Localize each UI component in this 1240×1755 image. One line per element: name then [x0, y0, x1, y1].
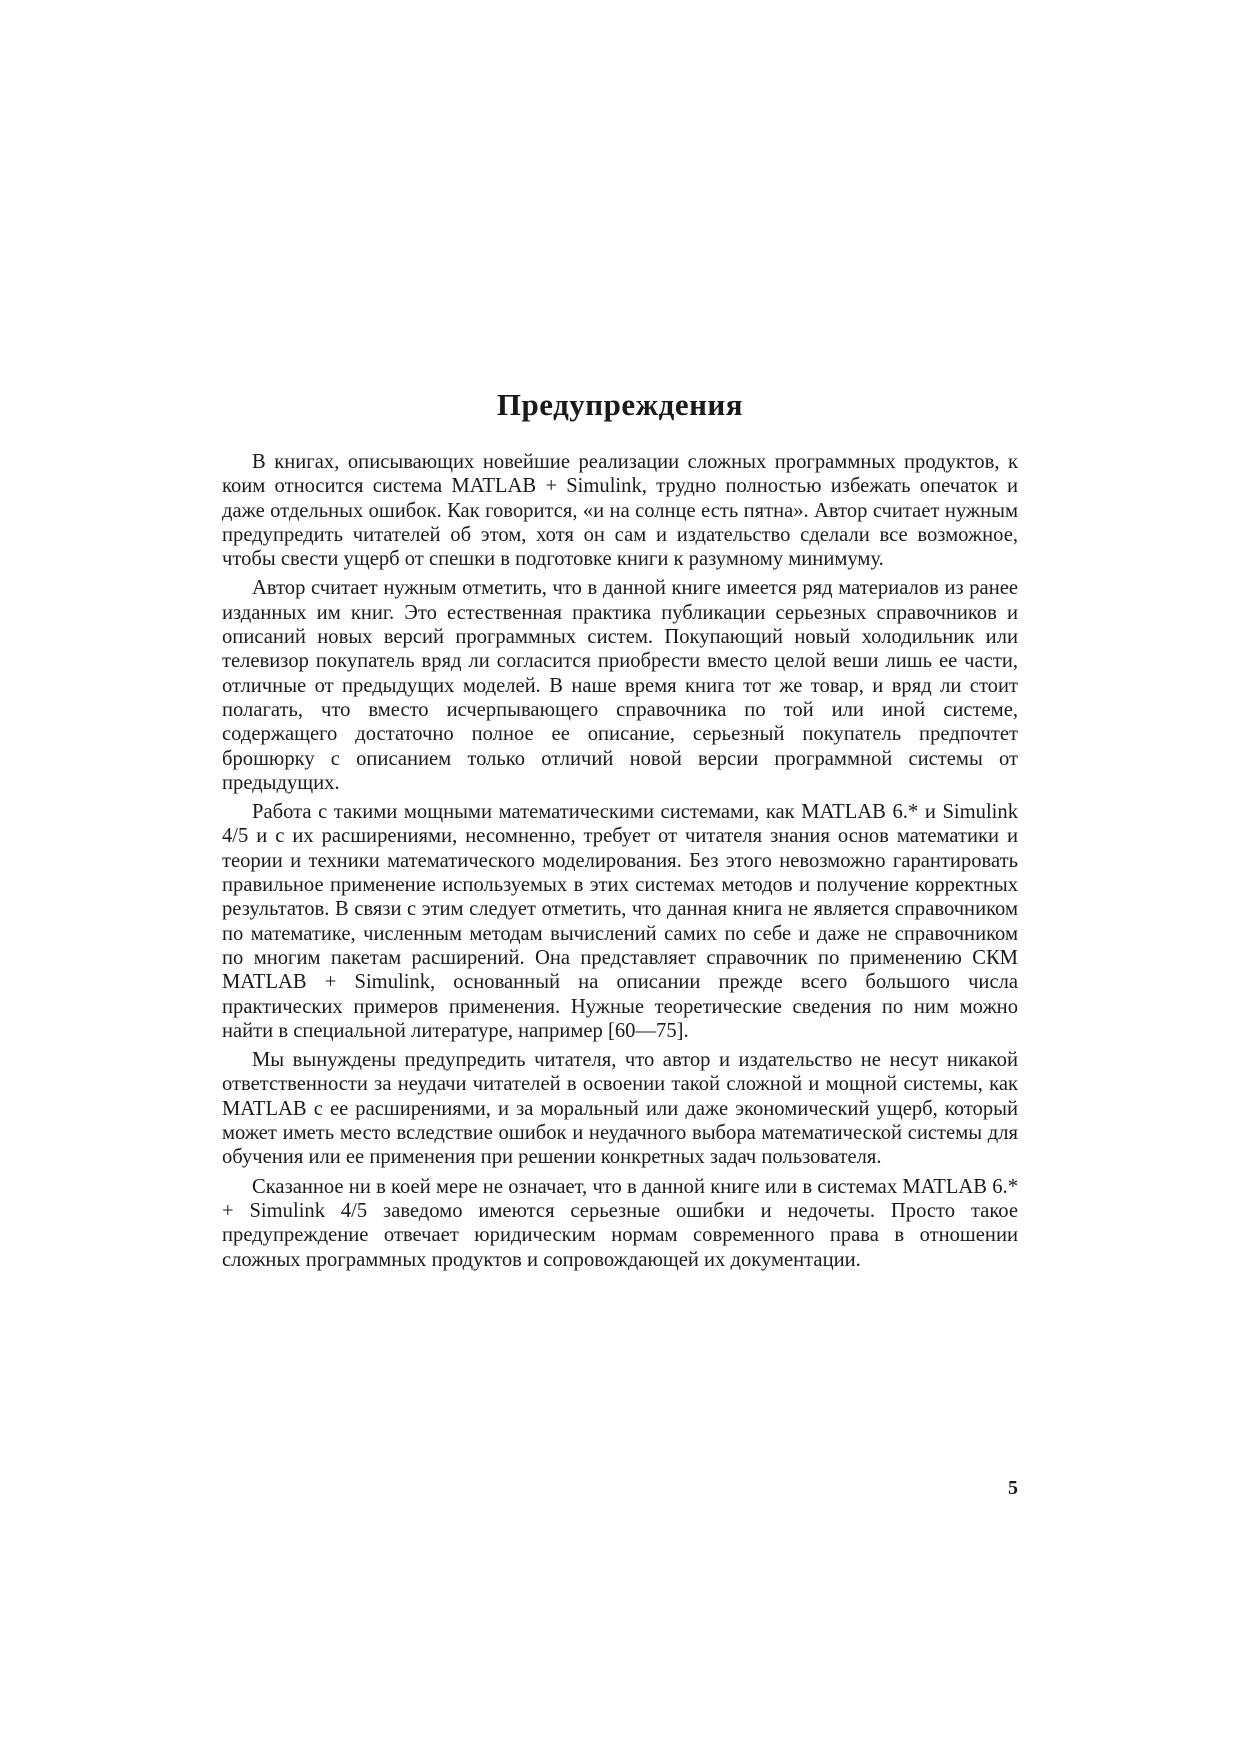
page-number: 5 [1008, 1477, 1018, 1499]
paragraph-reused-materials: Автор считает нужным отметить, что в данной книге имеется ряд материалов из ранее изданных им книг. Это естественная практика публикации серьезных справочников и описаний новых версий программных систем. Покупающий новый холодильник или телевизор покупатель вряд ли согласится приобрести вместо целой веши лишь ее части, отличные от предыдущих моделей. В наше время книга тот же товар, и вряд ли стоит полагать, что вместо исчерпывающего справочника по той или иной системе, содержащего достаточно полное ее описание, серьезный покупатель предпочтет брошюрку с описанием только отличий новой версии программной системы от предыдущих. [222, 577, 1018, 794]
body-text [222, 450, 1018, 1277]
paragraph-legal-note: Сказанное ни в коей мере не означает, что в данной книге или в системах MATLAB 6.* + Simulink 4/5 заведомо имеются серьезные ошибки и недочеты. Просто такое предупреждение отвечает юридическим нормам современного права в отношении сложных программных продуктов и сопровождающей их документации. [222, 1175, 1018, 1271]
page-title: Предупреждения [496, 387, 744, 422]
paragraph-typos-warning: В книгах, описывающих новейшие реализации сложных программных продуктов, к коим относится система MATLAB + Simulink, трудно полностью избежать опечаток и даже отдельных ошибок. Как говорится, «и на солнце есть пятна». Автор считает нужным предупредить читателей об этом, хотя он сам и издательство сделали все возможное, чтобы свести ущерб от спешки в подготовке книги к разумному минимуму. [222, 451, 1018, 571]
paragraph-required-knowledge: Работа с такими мощными математическими системами, как MATLAB 6.* и Simulink 4/5 и с их расширениями, несомненно, требует от читателя знания основ математики и теории и техники математического моделирования. Без этого невозможно гарантировать правильное применение используемых в этих системах методов и получение корректных результатов. В связи с этим следует отметить, что данная книга не является справочником по математике, численным методам вычислений самих по себе и даже не справочником по многим пакетам расширений. Она представляет справочник по применению СКМ MATLAB + Simulink, основанный на описании прежде всего большого числа практических примеров применения. Нужные теоретические сведения по ним можно найти в специальной литературе, например [60—75]. [222, 801, 1018, 1042]
paragraph-liability-disclaimer: Мы вынуждены предупредить читателя, что автор и издательство не несут никакой ответственности за неудачи читателей в освоении такой сложной и мощной системы, как MATLAB с ее расширениями, и за моральный или даже экономический ущерб, который может иметь место вследствие ошибок и неудачного выбора математической системы для обучения или ее применения при решении конкретных задач пользователя. [222, 1049, 1018, 1169]
